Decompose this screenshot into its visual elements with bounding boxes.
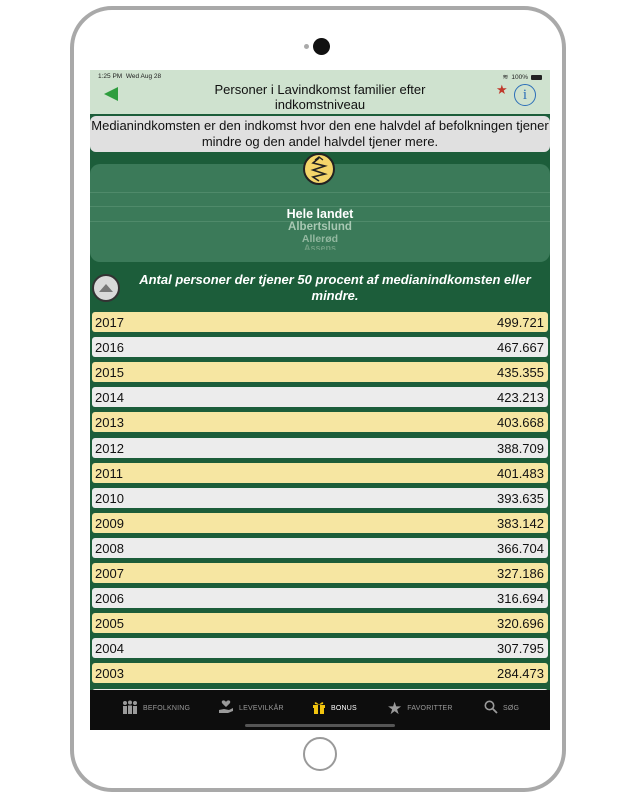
table-row[interactable] (92, 312, 548, 332)
wifi-icon: ≋ (502, 74, 509, 81)
row-year: 2005 (95, 616, 124, 632)
row-value: 327.186 (497, 566, 544, 581)
row-value: 316.694 (497, 591, 544, 607)
row-value: 401.483 (497, 465, 544, 481)
row-year: 2008 (95, 540, 124, 556)
table-row[interactable] (92, 362, 548, 382)
home-indicator (245, 724, 395, 727)
table-row[interactable] (92, 488, 548, 508)
table-row[interactable] (92, 638, 548, 658)
battery-percent: 100% (511, 73, 528, 81)
row-value: 467.667 (497, 340, 544, 356)
tab-label: FAVORITTER (407, 704, 453, 712)
row-value: 403.668 (497, 415, 544, 431)
row-value: 284.473 (497, 666, 544, 682)
search-icon (484, 700, 498, 716)
battery-icon (531, 75, 542, 80)
info-icon[interactable]: i (514, 84, 536, 106)
tab-befolkning[interactable] (122, 700, 190, 716)
table-subtitle: Antal personer der tjener 50 procent af medianindkomsten eller mindre. (139, 272, 531, 303)
row-year: 2012 (95, 440, 124, 456)
hand-heart-icon (218, 700, 234, 716)
table-row[interactable] (92, 513, 548, 533)
tab-label: SØG (503, 704, 520, 712)
nav-header (90, 70, 550, 114)
table-row[interactable] (92, 438, 548, 458)
description-text: Medianindkomsten er den indkomst hvor den ene halvdel af befolkningen tjener mindre og den andel halvdel tjener mere. (90, 116, 550, 152)
table-row[interactable] (92, 387, 548, 407)
home-button[interactable] (303, 737, 337, 771)
row-year: 2006 (95, 591, 124, 607)
row-value: 499.721 (497, 315, 544, 330)
row-year: 2015 (95, 365, 124, 381)
back-arrow-icon[interactable] (104, 87, 118, 101)
row-year: 2003 (95, 666, 124, 682)
row-value: 383.142 (497, 515, 544, 531)
tab-favoritter[interactable] (387, 700, 453, 716)
row-year: 2016 (95, 340, 124, 356)
row-year: 2011 (95, 465, 123, 481)
row-year: 2010 (95, 490, 124, 506)
people-icon (122, 700, 138, 716)
tab-bonus[interactable] (312, 700, 357, 716)
row-value: 307.795 (497, 641, 544, 657)
tab-label: BEFOLKNING (143, 704, 191, 712)
table-row[interactable] (92, 563, 548, 583)
table-row[interactable] (92, 538, 548, 558)
status-date: Wed Aug 28 (125, 73, 162, 80)
row-year: 2014 (95, 390, 124, 406)
status-indicators (503, 73, 543, 81)
star-icon: ★ (387, 698, 403, 718)
zigzag-icon (305, 155, 333, 183)
table-row[interactable] (92, 337, 548, 357)
tab-levevilkar[interactable] (218, 700, 284, 716)
table-row[interactable] (92, 463, 548, 483)
row-year: 2004 (95, 641, 124, 657)
table-row[interactable] (92, 663, 548, 683)
row-year: 2017 (95, 315, 124, 330)
table-row[interactable] (92, 588, 548, 608)
tab-label: LEVEVILKÅR (239, 704, 284, 712)
picker-item[interactable]: Allerød (301, 233, 339, 245)
row-value: 435.355 (497, 365, 544, 381)
row-value: 388.709 (497, 440, 544, 456)
favorite-star-icon[interactable]: ★ (496, 82, 508, 97)
table-row[interactable] (92, 613, 548, 633)
picker-item[interactable]: Assens (303, 243, 337, 250)
picker-item[interactable]: Albertslund (288, 221, 352, 233)
row-value: 320.696 (497, 616, 544, 632)
picker-selected-item[interactable]: Hele landet (286, 207, 354, 221)
scroll-up-button[interactable] (92, 274, 120, 302)
tab-bar (90, 690, 550, 730)
front-camera (313, 38, 330, 55)
row-value: 423.213 (497, 390, 544, 406)
row-year: 2009 (95, 515, 124, 531)
status-time (98, 73, 161, 80)
up-arrow-icon (99, 284, 113, 292)
picker-toggle-icon[interactable] (303, 153, 335, 185)
row-year: 2007 (95, 566, 124, 581)
gift-icon (312, 700, 326, 716)
row-year: 2013 (95, 415, 124, 431)
app-screen (90, 70, 550, 730)
front-sensor (304, 44, 309, 49)
picker-divider (90, 192, 550, 193)
status-time-value: 1:25 PM (98, 73, 123, 80)
table-row[interactable] (92, 412, 548, 432)
tab-sog[interactable] (484, 700, 519, 716)
row-value: 366.704 (497, 540, 544, 556)
tab-label: BONUS (331, 704, 357, 712)
page-title: Personer i Lavindkomst familier efter indkomstniveau (214, 82, 426, 112)
row-value: 393.635 (497, 490, 544, 506)
